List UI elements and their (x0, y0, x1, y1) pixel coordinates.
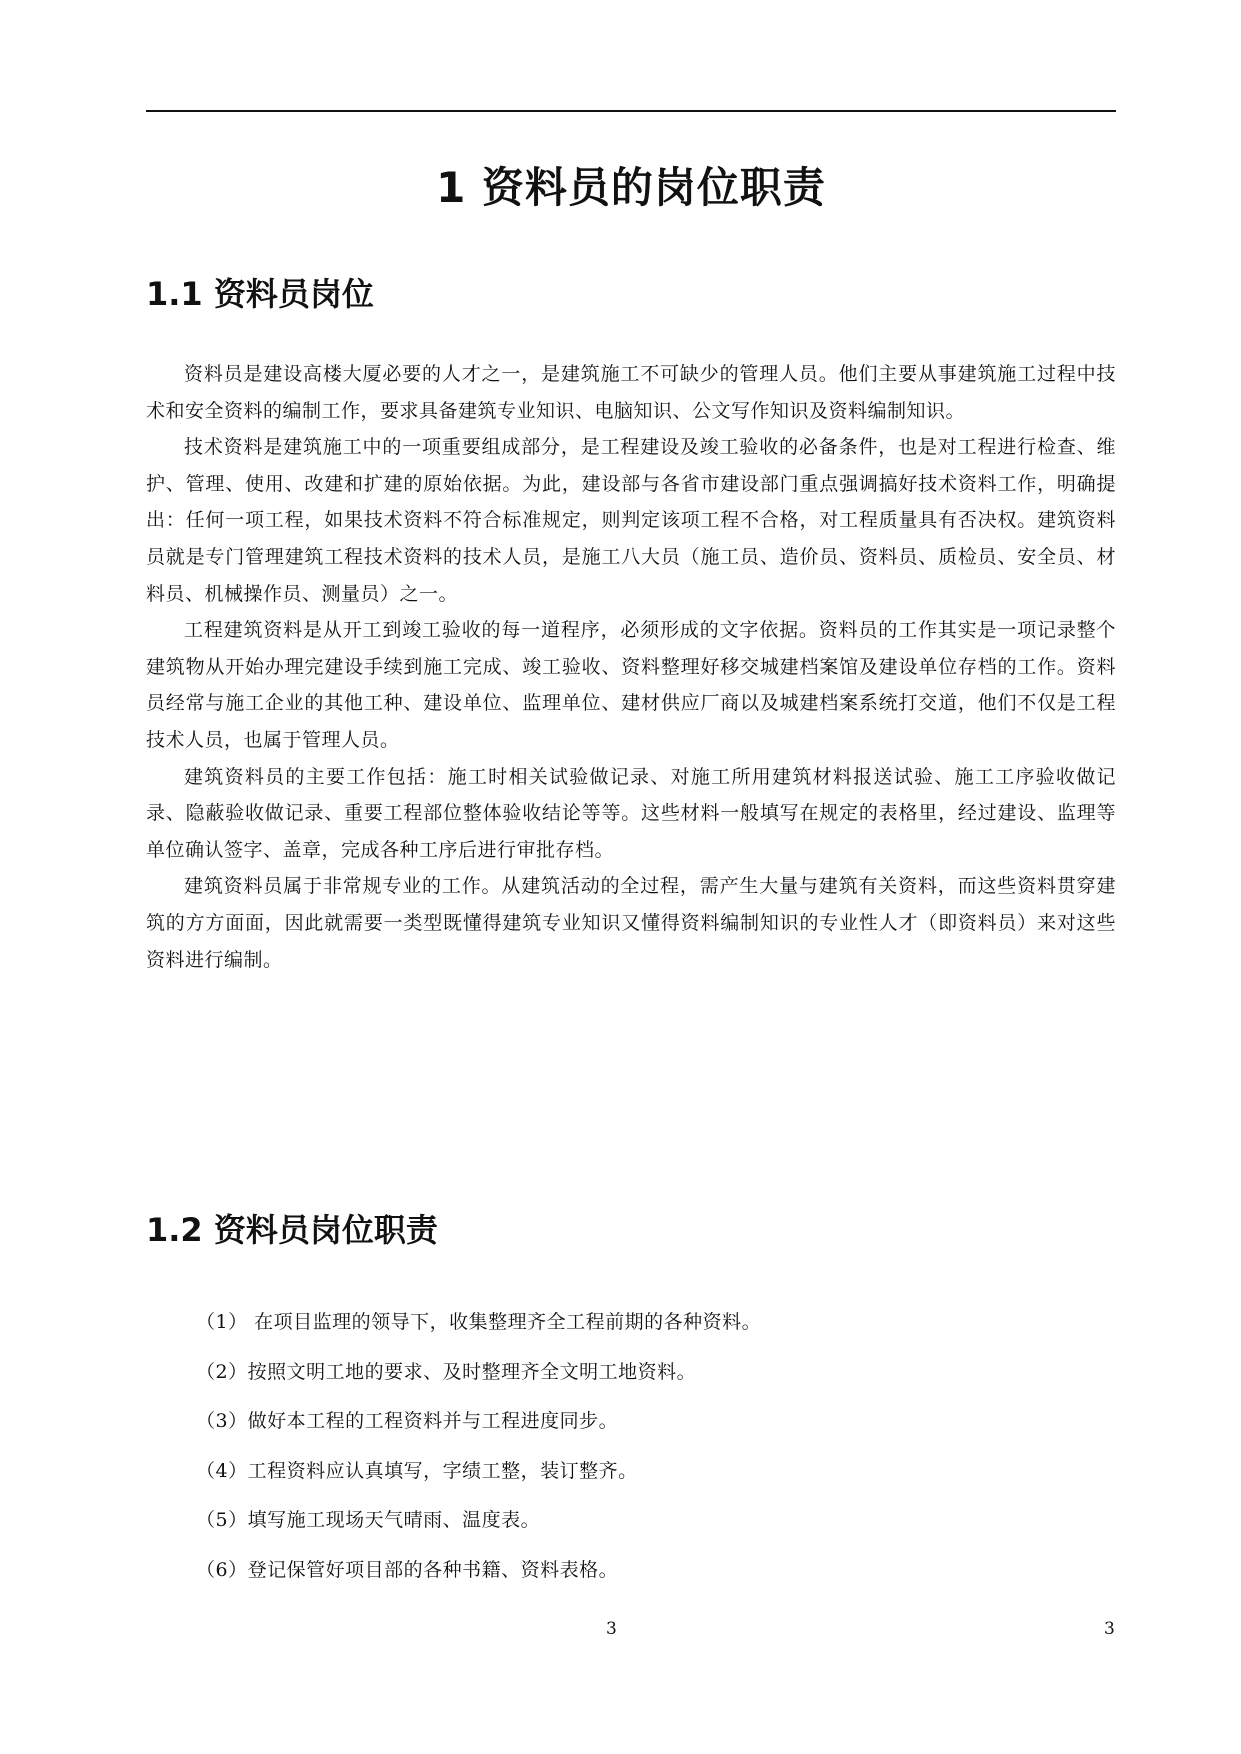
header-rule (146, 110, 1116, 112)
paragraph: 技术资料是建筑施工中的一项重要组成部分，是工程建设及竣工验收的必备条件，也是对工程进行检查、维护、管理、使用、改建和扩建的原始依据。为此，建设部与各省市建设部门重点强调搞好技术资料工作，明确提出：任何一项工程，如果技术资料不符合标准规定，则判定该项工程不合格，对工程质量具有否决权。建筑资料员就是专门管理建筑工程技术资料的技术人员，是施工八大员（施工员、造价员、资料员、质检员、安全员、材料员、机械操作员、测量员）之一。 (146, 436, 1116, 605)
section-heading-1-1: 1.1 资料员岗位 (146, 275, 374, 313)
paragraph: 建筑资料员属于非常规专业的工作。从建筑活动的全过程，需产生大量与建筑有关资料，而这些资料贯穿建筑的方方面面，因此就需要一类型既懂得建筑专业知识又懂得资料编制知识的专业性人才（即资料员）来对这些资料进行编制。 (146, 875, 1116, 971)
section-1-1-body (146, 356, 1116, 978)
list-item: （4）工程资料应认真填写，字绩工整，装订整齐。 (196, 1459, 638, 1482)
list-item: （1） 在项目监理的领导下，收集整理齐全工程前期的各种资料。 (196, 1311, 762, 1333)
list-item: （6）登记保管好项目部的各种书籍、资料表格。 (196, 1558, 619, 1581)
page-number-right: 3 (1104, 1619, 1115, 1639)
list-item: （3）做好本工程的工程资料并与工程进度同步。 (196, 1410, 619, 1433)
page-number-center: 3 (606, 1619, 617, 1639)
paragraph: 工程建筑资料是从开工到竣工验收的每一道程序，必须形成的文字依据。资料员的工作其实是一项记录整个建筑物从开始办理完建设手续到施工完成、竣工验收、资料整理好移交城建档案馆及建设单位存档的工作。资料员经常与施工企业的其他工种、建设单位、监理单位、建材供应厂商以及城建档案系统打交道，他们不仅是工程技术人员，也属于管理人员。 (146, 619, 1116, 751)
list-item: （2）按照文明工地的要求、及时整理齐全文明工地资料。 (196, 1360, 697, 1383)
chapter-title: 1 资料员的岗位职责 (436, 163, 826, 212)
paragraph: 资料员是建设高楼大厦必要的人才之一，是建筑施工不可缺少的管理人员。他们主要从事建筑施工过程中技术和安全资料的编制工作，要求具备建筑专业知识、电脑知识、公文写作知识及资料编制知识。 (146, 363, 1116, 422)
section-heading-1-2: 1.2 资料员岗位职责 (146, 1211, 438, 1249)
paragraph: 建筑资料员的主要工作包括：施工时相关试验做记录、对施工所用建筑材料报送试验、施工工序验收做记录、隐蔽验收做记录、重要工程部位整体验收结论等等。这些材料一般填写在规定的表格里，经过建设、监理等单位确认签字、盖章，完成各种工序后进行审批存档。 (146, 765, 1116, 861)
duties-list (196, 1298, 761, 1596)
list-item: （5）填写施工现场天气晴雨、温度表。 (196, 1509, 541, 1532)
